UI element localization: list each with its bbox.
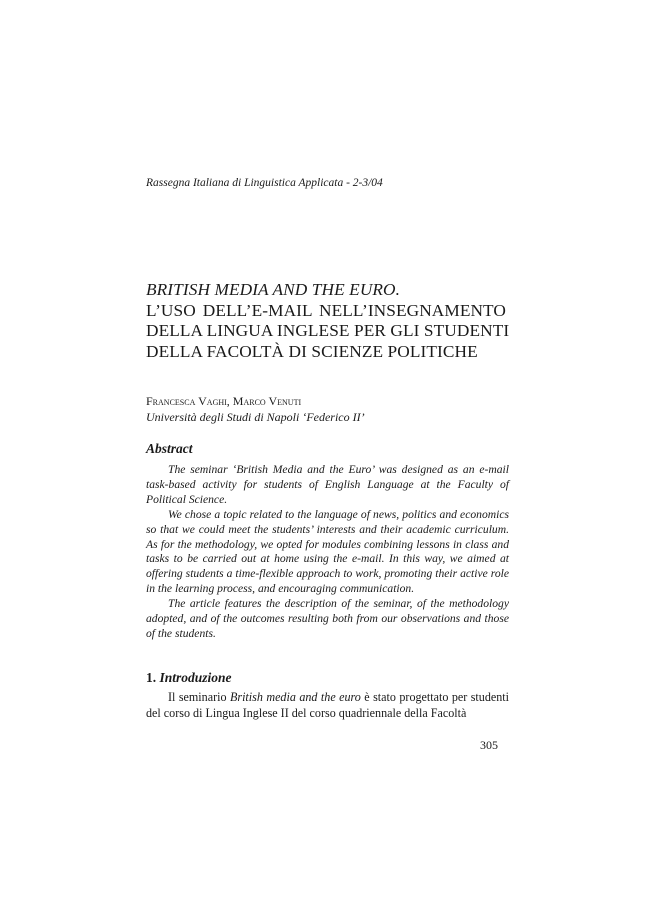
- title-line-2: L’USO DELL’E-MAIL NELL’INSEGNAMENTO: [146, 300, 506, 320]
- title-line-1: BRITISH MEDIA AND THE EURO.: [146, 280, 401, 299]
- affiliation: Università degli Studi di Napoli ‘Federico II’: [146, 410, 365, 424]
- abstract-body: [146, 463, 509, 642]
- section-heading: [146, 670, 232, 686]
- page-number: 305: [480, 738, 498, 752]
- journal-header: Rassegna Italiana di Linguistica Applicata - 2-3/04: [146, 177, 383, 189]
- section-number: 1.: [146, 670, 157, 685]
- intro-text-before: Il seminario: [168, 690, 230, 704]
- intro-body: [146, 690, 509, 721]
- section-title: Introduzione: [159, 670, 232, 685]
- abstract-paragraph-2: We chose a topic related to the language of news, politics and economics so that we could meet the students’ interests and their academic curriculum. As for the methodology, we opted for modules combining lessons in class and tasks to be carried out at home using the e-mail. In this way, we aimed at offering students a time-flexible approach to work, promoting their active role in the learning process, and encouraging communication.: [146, 507, 509, 596]
- authors: Francesca Vaghi, Marco Venuti: [146, 394, 302, 408]
- intro-text-after: è stato progettato per studenti del corso di Lingua Inglese II del corso quadriennale della Facoltà: [146, 690, 510, 720]
- title-line-3: DELLA LINGUA INGLESE PER GLI STUDENTI: [146, 321, 510, 340]
- abstract-heading: Abstract: [146, 441, 193, 456]
- intro-paragraph: [146, 690, 509, 721]
- abstract-paragraph-1: The seminar ‘British Media and the Euro’ was designed as an e-mail task-based activity for students of English Language at the Faculty of Political Science.: [146, 463, 509, 506]
- title-line-4: DELLA FACOLTÀ DI SCIENZE POLITICHE: [146, 341, 478, 361]
- abstract-paragraph-3: The article features the description of the seminar, of the methodology adopted, and of the outcomes resulting both from our observations and those of the students.: [146, 597, 509, 640]
- intro-emphasis: British media and the euro: [229, 690, 361, 704]
- article-title: [146, 280, 510, 362]
